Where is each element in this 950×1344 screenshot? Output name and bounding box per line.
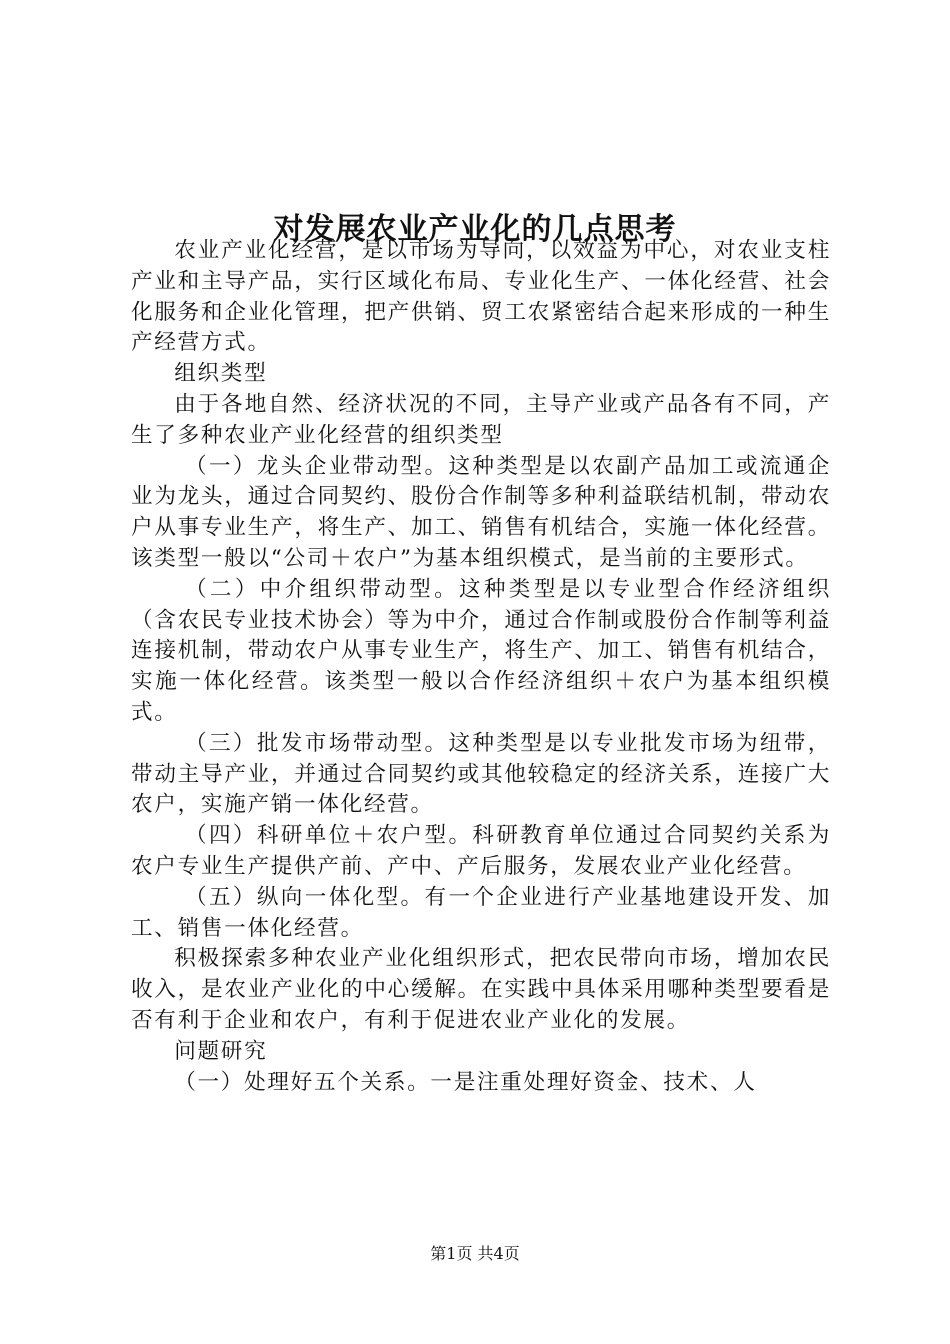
intro-paragraph: 农业产业化经营，是以市场为导向，以效益为中心，对农业支柱产业和主导产品，实行区域化布局、专业化生产、一体化经营、社会化服务和企业化管理，把产供销、贸工农紧密结合起来形成的一种生产经营方式。 — [131, 238, 831, 356]
section-heading-problem-research: 问题研究 — [174, 1038, 268, 1064]
type-item-5: （五）纵向一体化型。有一个企业进行产业基地建设开发、加工、销售一体化经营。 — [131, 884, 831, 941]
problem-item-1: （一）处理好五个关系。一是注重处理好资金、技术、人 — [174, 1069, 757, 1095]
document-title: 对发展农业产业化的几点思考 — [273, 212, 677, 248]
type-item-3: （三）批发市场带动型。这种类型是以专业批发市场为纽带，带动主导产业，并通过合同契约或其他较稳定的经济关系，连接广大农户，实施产销一体化经营。 — [131, 730, 831, 818]
organization-types-intro: 由于各地自然、经济状况的不同，主导产业或产品各有不同，产生了多种农业产业化经营的组织类型 — [131, 391, 831, 448]
type-item-2: （二）中介组织带动型。这种类型是以专业型合作经济组织（含农民专业技术协会）等为中介，通过合作制或股份合作制等利益连接机制，带动农户从事专业生产，将生产、加工、销售有机结合，实施一体化经营。该类型一般以合作经济组织＋农户为基本组织模式。 — [131, 576, 831, 725]
summary-paragraph: 积极探索多种农业产业化组织形式，把农民带向市场，增加农民收入，是农业产业化的中心缓解。在实践中具体采用哪种类型要看是否有利于企业和农户，有利于促进农业产业化的发展。 — [131, 946, 831, 1033]
type-item-1: （一）龙头企业带动型。这种类型是以农副产品加工或流通企业为龙头，通过合同契约、股份合作制等多种利益联结机制，带动农户从事专业生产，将生产、加工、销售有机结合，实施一体化经营。该类型一般以“公司＋农户”为基本组织模式，是当前的主要形式。 — [131, 453, 831, 571]
type-item-4: （四）科研单位＋农户型。科研教育单位通过合同契约关系为农户专业生产提供产前、产中、产后服务，发展农业产业化经营。 — [131, 823, 831, 879]
document-body — [131, 236, 831, 1098]
page-footer: 第1页 共4页 — [430, 1244, 520, 1263]
section-heading-organization-types: 组织类型 — [174, 361, 268, 387]
